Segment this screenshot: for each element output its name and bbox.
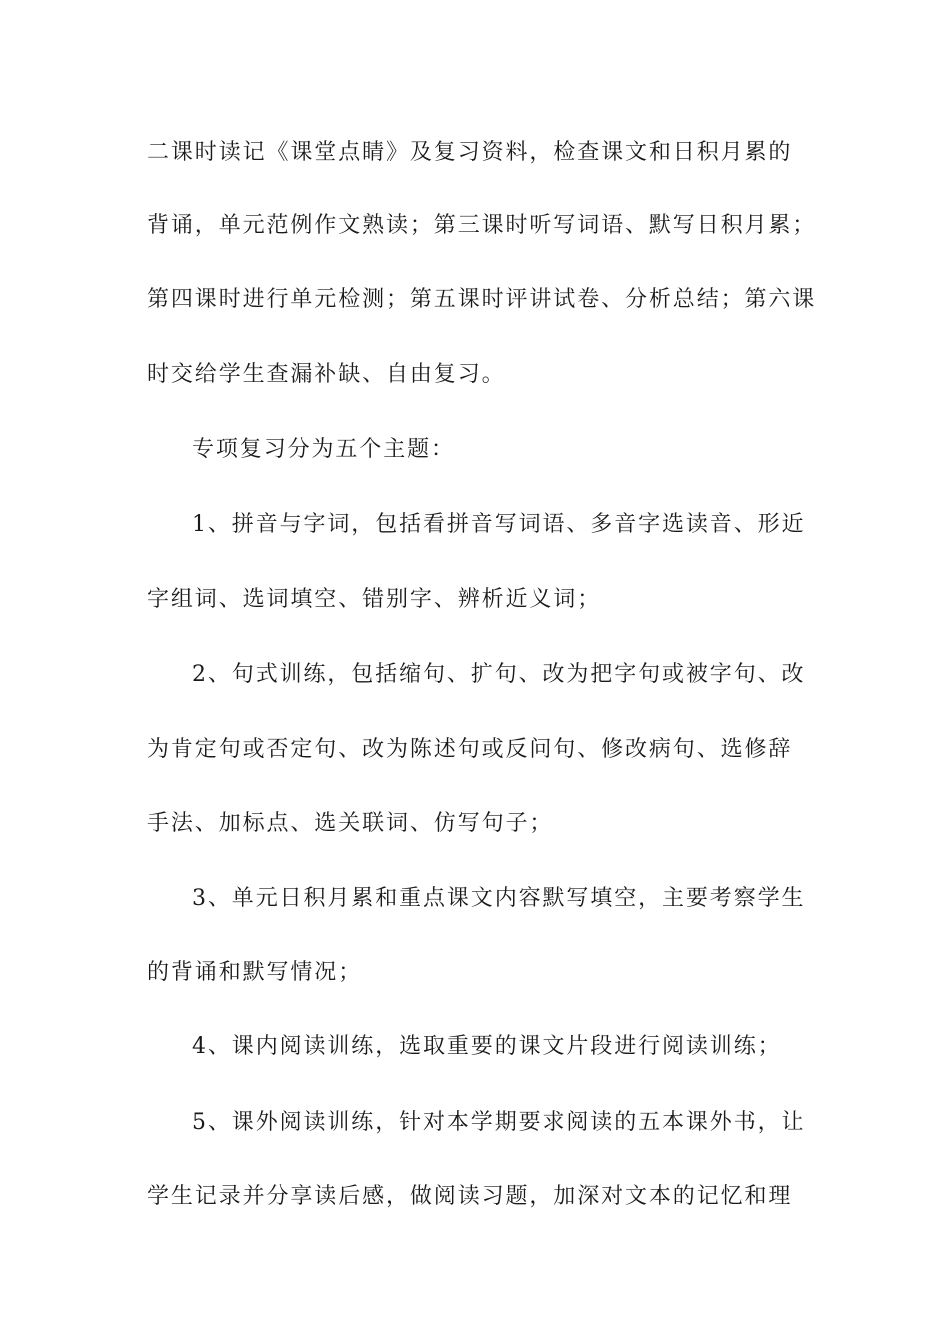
text-line: 手法、加标点、选关联词、仿写句子； xyxy=(147,811,554,836)
text-line: 背诵，单元范例作文熟读；第三课时听写词语、默写日积月累； xyxy=(147,213,817,238)
text-line: 2、句式训练，包括缩句、扩句、改为把字句或被字句、改 xyxy=(192,662,806,687)
text-line: 学生记录并分享读后感，做阅读习题，加深对文本的记忆和理 xyxy=(147,1184,793,1209)
text-line: 第四课时进行单元检测；第五课时评讲试卷、分析总结；第六课 xyxy=(147,287,817,312)
text-line: 字组词、选词填空、错别字、辨析近义词； xyxy=(147,587,602,612)
text-line: 的背诵和默写情况； xyxy=(147,960,363,985)
text-line: 5、课外阅读训练，针对本学期要求阅读的五本课外书，让 xyxy=(192,1110,806,1135)
text-line: 3、单元日积月累和重点课文内容默写填空，主要考察学生 xyxy=(192,886,806,911)
text-line: 4、课内阅读训练，选取重要的课文片段进行阅读训练； xyxy=(192,1034,782,1059)
paragraph-heading: 专项复习分为五个主题： xyxy=(192,437,455,462)
text-line: 1、拼音与字词，包括看拼音写词语、多音字选读音、形近 xyxy=(192,512,806,537)
text-line: 时交给学生查漏补缺、自由复习。 xyxy=(147,362,506,387)
text-line: 二课时读记《课堂点睛》及复习资料，检查课文和日积月累的 xyxy=(147,140,793,165)
text-line: 为肯定句或否定句、改为陈述句或反问句、修改病句、选修辞 xyxy=(147,737,793,762)
